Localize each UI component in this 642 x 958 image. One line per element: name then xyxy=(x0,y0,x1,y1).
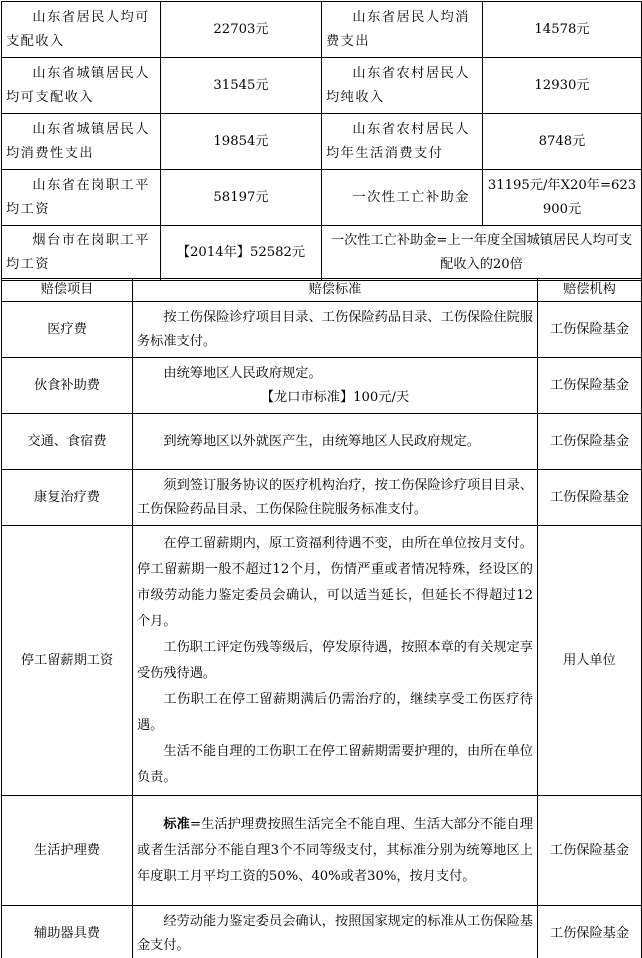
yantai-wage-value: 【2014年】52582元 xyxy=(161,226,322,281)
table-row xyxy=(2,226,642,281)
standard-bold-label: 标准 xyxy=(163,816,190,832)
compensation-table xyxy=(1,278,642,958)
table-row xyxy=(2,170,642,226)
table-row xyxy=(2,526,642,796)
stat-label: 山东省农村居民人均年生活消费支付 xyxy=(322,114,483,170)
yantai-wage-label: 烟台市在岗职工平均工资 xyxy=(2,226,161,281)
standard-paragraph: 生活不能自理的工伤职工在停工留薪期需要护理的，由所在单位负责。 xyxy=(137,743,533,785)
item-agency: 工伤保险基金 xyxy=(538,906,642,958)
table-row xyxy=(2,796,642,906)
item-standard xyxy=(133,358,538,414)
item-standard: 须到签订服务协议的医疗机构治疗，按工伤保险诊疗项目目录、工伤保险药品目录、工伤保险住院服务标准支付。 xyxy=(133,470,538,526)
standard-text: 由统筹地区人民政府规定。 xyxy=(163,365,322,381)
item-name: 停工留薪期工资 xyxy=(2,526,133,796)
stat-label: 山东省居民人均消费支出 xyxy=(322,2,483,58)
stat-label: 山东省城镇居民人均可支配收入 xyxy=(2,58,161,114)
item-agency: 工伤保险基金 xyxy=(538,796,642,906)
stat-value: 12930元 xyxy=(483,58,642,114)
table-row xyxy=(2,414,642,470)
stat-value: 8748元 xyxy=(483,114,642,170)
stat-label: 山东省在岗职工平均工资 xyxy=(2,170,161,226)
standard-paragraph: 工伤职工在停工留薪期满后仍需治疗的，继续享受工伤医疗待遇。 xyxy=(137,691,533,733)
table-row xyxy=(2,906,642,958)
table-row xyxy=(2,302,642,358)
item-agency: 工伤保险基金 xyxy=(538,414,642,470)
stat-value: 22703元 xyxy=(161,2,322,58)
standard-text: =生活护理费按照生活完全不能自理、生活大部分不能自理或者生活部分不能自理3个不同等级支付，其标准分别为统筹地区上年度职工月平均工资的50%、40%或者30%，按月支付。 xyxy=(137,816,533,884)
header-agency: 赔偿机构 xyxy=(538,279,642,302)
table-header-row xyxy=(2,279,642,302)
stat-value: 31195元/年X20年=623900元 xyxy=(483,170,642,226)
item-agency: 工伤保险基金 xyxy=(538,470,642,526)
header-standard: 赔偿标准 xyxy=(133,279,538,302)
standard-paragraph: 在停工留薪期内，原工资福利待遇不变，由所在单位按月支付。停工留薪期一般不超过12个月，伤情严重或者情况特殊，经设区的市级劳动能力鉴定委员会确认，可以适当延长，但延长不得超过12个月。 xyxy=(137,535,533,629)
stat-value: 58197元 xyxy=(161,170,322,226)
item-standard: 经劳动能力鉴定委员会确认，按照国家规定的标准从工伤保险基金支付。 xyxy=(133,906,538,958)
item-standard: 到统筹地区以外就医产生，由统筹地区人民政府规定。 xyxy=(133,414,538,470)
standard-local-rate: 【龙口市标准】100元/天 xyxy=(260,389,410,405)
item-name: 辅助器具费 xyxy=(2,906,133,958)
table-row xyxy=(2,114,642,170)
item-name: 康复治疗费 xyxy=(2,470,133,526)
item-standard xyxy=(133,796,538,906)
item-agency: 工伤保险基金 xyxy=(538,358,642,414)
item-name: 伙食补助费 xyxy=(2,358,133,414)
stat-label: 山东省居民人均可支配收入 xyxy=(2,2,161,58)
stat-value: 31545元 xyxy=(161,58,322,114)
item-agency: 工伤保险基金 xyxy=(538,302,642,358)
stat-label: 山东省农村居民人均纯收入 xyxy=(322,58,483,114)
stat-label: 一次性工亡补助金 xyxy=(322,170,483,226)
death-benefit-note: 一次性工亡补助金=上一年度全国城镇居民人均可支配收入的20倍 xyxy=(322,226,642,281)
standard-paragraph: 工伤职工评定伤残等级后，停发原待遇，按照本章的有关规定享受伤残待遇。 xyxy=(137,639,533,681)
stat-label: 山东省城镇居民人均消费性支出 xyxy=(2,114,161,170)
item-name: 医疗费 xyxy=(2,302,133,358)
item-name: 生活护理费 xyxy=(2,796,133,906)
table-row xyxy=(2,58,642,114)
header-item: 赔偿项目 xyxy=(2,279,133,302)
item-agency: 用人单位 xyxy=(538,526,642,796)
table-row xyxy=(2,2,642,58)
statistics-table xyxy=(1,1,642,281)
table-row xyxy=(2,470,642,526)
table-row xyxy=(2,358,642,414)
item-name: 交通、食宿费 xyxy=(2,414,133,470)
stat-value: 14578元 xyxy=(483,2,642,58)
stat-value: 19854元 xyxy=(161,114,322,170)
item-standard xyxy=(133,526,538,796)
item-standard: 按工伤保险诊疗项目目录、工伤保险药品目录、工伤保险住院服务标准支付。 xyxy=(133,302,538,358)
